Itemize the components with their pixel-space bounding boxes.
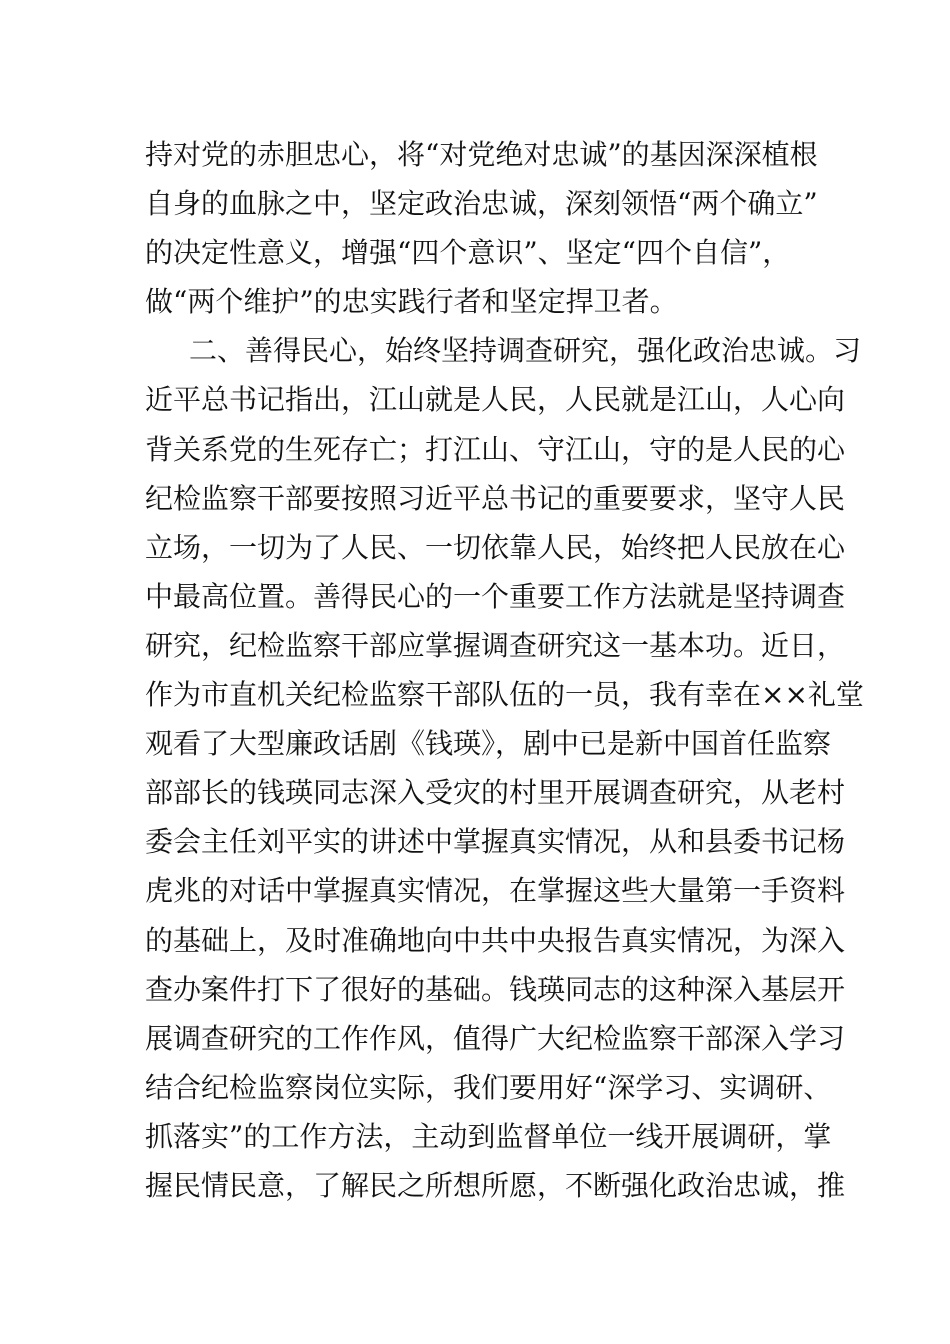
- text-line: 近平总书记指出，江山就是人民，人民就是江山，人心向: [145, 383, 846, 417]
- text-line: 做“两个维护”的忠实践行者和坚定捍卫者。: [145, 285, 678, 319]
- text-line: 立场，一切为了人民、一切依靠人民，始终把人民放在心: [145, 530, 846, 564]
- text-line: 抓落实”的工作方法，主动到监督单位一线开展调研，掌: [145, 1119, 832, 1153]
- text-line: 自身的血脉之中，坚定政治忠诚，深刻领悟“两个确立”: [145, 187, 818, 221]
- text-line: 虎兆的对话中掌握真实情况，在掌握这些大量第一手资料: [145, 874, 846, 908]
- text-line: 中最高位置。善得民心的一个重要工作方法就是坚持调查: [145, 579, 846, 613]
- text-line: 结合纪检监察岗位实际，我们要用好“深学习、实调研、: [145, 1070, 832, 1104]
- text-line: 的基础上，及时准确地向中共中央报告真实情况，为深入: [145, 923, 846, 957]
- text-line: 握民情民意，了解民之所想所愿，不断强化政治忠诚，推: [145, 1168, 846, 1202]
- text-line: 作为市直机关纪检监察干部队伍的一员，我有幸在××礼堂: [145, 678, 864, 712]
- text-line: 背关系党的生死存亡；打江山、守江山，守的是人民的心: [145, 432, 846, 466]
- section-heading-line: 二、善得民心，始终坚持调查研究，强化政治忠诚。习: [189, 334, 862, 368]
- text-line: 纪检监察干部要按照习近平总书记的重要要求，坚守人民: [145, 481, 846, 515]
- text-line: 观看了大型廉政话剧《钱瑛》，剧中已是新中国首任监察: [145, 727, 832, 761]
- text-line: 查办案件打下了很好的基础。钱瑛同志的这种深入基层开: [145, 972, 846, 1006]
- text-line: 持对党的赤胆忠心，将“对党绝对忠诚”的基因深深植根: [145, 138, 818, 171]
- text-line: 研究，纪检监察干部应掌握调查研究这一基本功。近日，: [145, 628, 846, 662]
- body-text: [145, 130, 864, 1210]
- text-line: 委会主任刘平实的讲述中掌握真实情况，从和县委书记杨: [145, 825, 846, 859]
- text-line: 部部长的钱瑛同志深入受灾的村里开展调查研究，从老村: [145, 776, 846, 810]
- text-line: 的决定性意义，增强“四个意识”、坚定“四个自信”，: [145, 236, 791, 270]
- text-line: 展调查研究的工作作风，值得广大纪检监察干部深入学习: [145, 1021, 846, 1055]
